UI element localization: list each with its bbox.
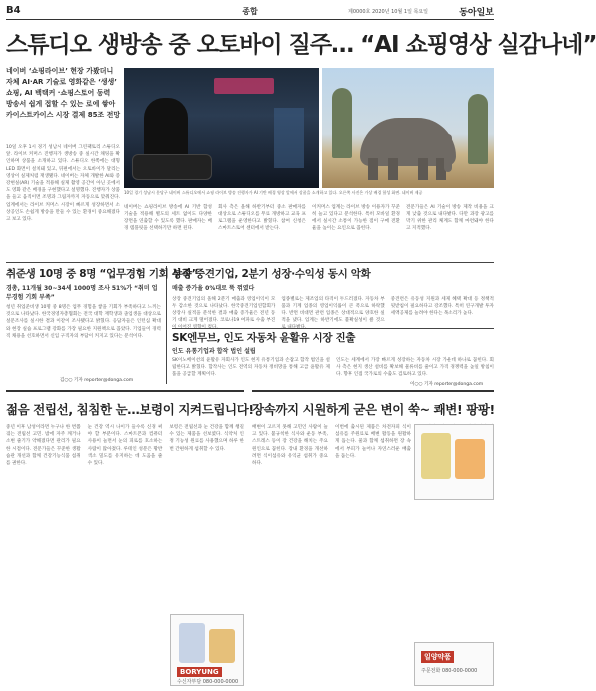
product-ad-left — [170, 614, 244, 686]
sk-story-title: SK엔무브, 인도 자동차 윤활유 시장 진출 — [172, 332, 356, 344]
page-number: B4 — [6, 5, 21, 16]
jobs-story-title: 취준생 10명 중 8명 “업무경험 기회 부족” — [6, 268, 199, 280]
stocks-story-columns — [172, 296, 494, 326]
advertorial-left-title: 젊음 전립선, 침침한 눈…보령이 지켜드립니다! — [6, 402, 254, 417]
lead-column: 전문가들은 AI 기술이 방송 제작 비용을 크게 낮출 것으로 내다봤다. 다만 과장 광고를 막기 위한 관리 체계도 함께 마련돼야 한다고 지적했다. — [406, 205, 494, 231]
lead-column: 이커머스 업계는 라이브 방송 이용자가 꾸준히 늘고 있다고 분석한다. 특히 모바일 환경에서 실시간 소통이 가능한 점이 구매 전환율을 높이는 요인으로 꼽힌다. — [312, 205, 400, 231]
masthead — [6, 4, 494, 20]
story-divider — [172, 328, 494, 329]
stocks-story-column: 중견련은 유동성 지원과 세제 혜택 확대 등 정책적 뒷받침이 필요하다고 강조했다. 특히 연구개발 투자 세액공제를 늘려야 한다는 목소리가 높다. — [390, 297, 494, 316]
lead-columns — [124, 204, 494, 260]
studio-photo — [124, 68, 319, 188]
studio-light — [274, 108, 304, 168]
elephant-photo — [322, 68, 494, 188]
elephant-trunk — [444, 134, 452, 172]
photo-caption: 10일 경기 성남시 분당구 네이버 스튜디오에서 쇼핑 라이브 방송 진행자가 AI 기반 배경 영상 앞에서 상품을 소개하고 있다. 오른쪽 사진은 가상 배경 합성 화면. 네이버 제공 — [124, 190, 423, 195]
order-phone: 수신자부담 080-000-0000 — [177, 679, 239, 685]
lead-column: 네이버는 쇼핑라이브 방송에 AI 기반 합성 기술을 적용해 별도의 세트 없이도 다양한 장면을 연출할 수 있도록 했다. 판매자는 배경 템플릿을 선택하기만 하면 된다. — [124, 205, 212, 231]
advertorial-left-column: 보령은 전립선과 눈 건강을 함께 챙길 수 있는 제품을 선보였다. 식약처 인정 기능성 원료를 사용했으며 하루 한 번 간편하게 섭취할 수 있다. — [169, 425, 244, 452]
sk-story-column: 인도는 세계에서 가장 빠르게 성장하는 자동차 시장 가운데 하나로 꼽힌다. 회사 측은 현지 생산 설비를 확보해 물류비를 줄이고 가격 경쟁력을 높일 방침이다. 향후 인접 국가로의 수출도 검토하고 있다. — [336, 358, 494, 377]
brand-logo: BORYUNG — [177, 667, 222, 677]
lead-column: 회사 측은 올해 하반기부터 중소 판매자를 대상으로 스튜디오를 무료 개방하고 교육 프로그램을 운영한다고 밝혔다. 참여 신청은 스마트스토어 센터에서 받는다. — [218, 205, 306, 231]
advertorial-right-title: 장속까지 시원하게 굳은 변이 쑥~ 쾌변! 팡팡! — [252, 402, 495, 417]
brand-logo: 일양약품 — [421, 651, 454, 663]
advertorial-left-column: 중년 이후 남성이라면 누구나 한 번쯤 겪는 전립선 고민. 밤에 자주 깨거나 소변 줄기가 약해졌다면 관리가 필요한 시점이다. 전문가들은 꾸준한 생활 습관 개선과 함께 건강기능식품 섭취를 권한다. — [6, 425, 81, 467]
advertorial-right — [252, 390, 494, 690]
product-ad-right — [414, 424, 494, 500]
newspaper-logo: 동아일보 — [459, 8, 494, 18]
advertorial-right-column: 이번에 출시된 제품은 차전자피 식이섬유를 주원료로 배변 활동을 원활하게 돕는다. 물과 함께 섭취하면 장 속에서 부피가 늘어나 자연스러운 배출을 돕는다. — [335, 425, 411, 459]
stocks-story-column: 업종별로는 제조업의 타격이 두드러졌다. 자동차 부품과 기계 업종의 영업이익률이 큰 폭으로 하락했다. 반면 비대면 관련 업종은 상대적으로 양호한 실적을 냈다. 업계는 하반기에도 불확실성이 클 것으 — [281, 297, 385, 323]
product-box — [455, 439, 485, 479]
section-name: 종합 — [242, 7, 258, 16]
tree — [332, 88, 352, 158]
stocks-story-subhead: 매출 증가율 0%대로 뚝 꺾였다 — [172, 285, 255, 292]
elephant-leg — [388, 158, 398, 180]
advertorial-left-column: 눈 건강 역시 나이가 들수록 신경 써야 할 부분이다. 스마트폰과 컴퓨터 사용이 늘면서 눈의 피로를 호소하는 사람이 많아졌다. 루테인 성분은 황반 색소 밀도를 유지하는 데 도움을 줄 수 있다. — [87, 425, 163, 467]
jobs-story-byline: 김○○ 기자 reporter@donga.com — [60, 378, 134, 383]
motorcycle-figure — [132, 154, 212, 180]
product-ad-right-footer — [414, 642, 494, 686]
product-box — [421, 433, 451, 479]
elephant-leg — [418, 158, 428, 180]
page-headline: 스튜디오 생방송 중 오토바이 질주… “AI 쇼핑영상 실감나네” — [6, 32, 596, 58]
product-box — [179, 623, 205, 663]
lead-subhead: 자체 AI·AR 기술로 영화같은 ‘생생’ — [6, 78, 117, 86]
stocks-story-column: 상장 중견기업의 올해 2분기 매출과 영업이익이 모두 감소한 것으로 나타났다. 한국중견기업연합회가 상장사 실적을 분석한 결과 매출 증가율은 전년 동기 대비 크게 떨어졌다. 코로나19 여파로 수출 부진 — [172, 297, 276, 323]
sk-story-columns — [172, 357, 494, 379]
sk-story-column: SK이노베이션의 윤활유 자회사가 인도 현지 유통기업과 손잡고 합작 법인을 설립한다고 밝혔다. 합작사는 인도 전역의 자동차 정비망을 통해 고급 윤활유 제품을 공급할 계획이다. — [172, 358, 330, 377]
lead-subheads — [6, 66, 120, 121]
sk-story-subhead: 인도 유통기업과 합작 법인 설립 — [172, 348, 256, 355]
advertorial-right-column: 배변이 고르지 못해 고민인 사람이 늘고 있다. 불규칙한 식사와 운동 부족, 스트레스 등이 장 건강을 해치는 주요 원인으로 꼽힌다. 장내 환경을 개선하려면 식이섬유와 유익균 섭취가 중요하다. — [252, 425, 328, 467]
jobs-story-body: 청년 취업준비생 10명 중 8명은 업무 경험을 쌓을 기회가 부족하다고 느끼는 것으로 나타났다. 한국경영자총협회는 전국 대학 재학생과 졸업생을 대상으로 설문조사를 실시한 결과 이같이 조사됐다고 밝혔다. 응답자들은 인턴십 확대와 현장 실습 프로그램 강화를 가장 필요한 지원책으로 꼽았다. 기업들이 경력직 채용을 선호하면서 신입 구직자의 부담이 커지고 있다는 분석이다. — [6, 305, 161, 339]
stocks-story-title: 상장 중견기업, 2분기 성장·수익성 동시 악화 — [172, 268, 371, 280]
sk-story-byline: 이○○ 기자 reporter@donga.com — [410, 382, 484, 387]
issue-date: 제0000호 2020년 10월 1일 목요일 — [348, 9, 428, 15]
lead-subhead: 쇼핑, AI 백택커 ·쇼핑스토어 동력 — [6, 89, 111, 97]
neon-sign — [214, 78, 274, 94]
lead-body: 10일 오후 1시 경기 성남시 네이버 그린팩토리 스튜디오 앞. 라이브 커머스 진행자가 생방송 중 실시간 채팅을 확인하며 상품을 소개하고 있다. 스튜디오 한쪽에는 대형 LED 화면이 설치돼 있고, 뒤편에서는 오토바이가 달리는 영상이 실제처럼 재생됐다. 네이버는 자체 개발한 AI와 증강현실(AR) 기술을 적용해 실제 촬영 공간이 아닌 곳에서도 영화 같은 배경을 구현했다고 설명했다. 진행자가 상품을 들고 움직이면 조명과 그림자까지 자동으로 맞춰진다. 업계에서는 라이브 커머스 시장이 빠르게 성장하면서 소상공인도 손쉽게 방송을 만들 수 있는 환경이 중요해졌다고 보고 있다. — [6, 145, 120, 223]
jobs-story-subhead: 경총, 11개월 30~34세 1000명 조사 51%가 “취미 업무경험 기회 부족” — [6, 285, 158, 301]
lead-subhead: 방송서 쉽게 접할 수 있는 로에 쌓아 — [6, 100, 116, 108]
advertorial-left — [6, 390, 254, 690]
product-box — [209, 629, 235, 663]
elephant-leg — [368, 158, 378, 180]
lead-subhead: 네이버 ‘쇼핑라이브’ 현장 가봤더니 — [6, 67, 114, 75]
tree — [468, 94, 488, 164]
lead-subhead: 카이스트카이스 시장 결제 85조 전망 — [6, 111, 121, 119]
column-divider — [166, 266, 167, 384]
section-divider — [6, 262, 494, 263]
order-phone: 주문전화 080-000-0000 — [421, 668, 478, 674]
